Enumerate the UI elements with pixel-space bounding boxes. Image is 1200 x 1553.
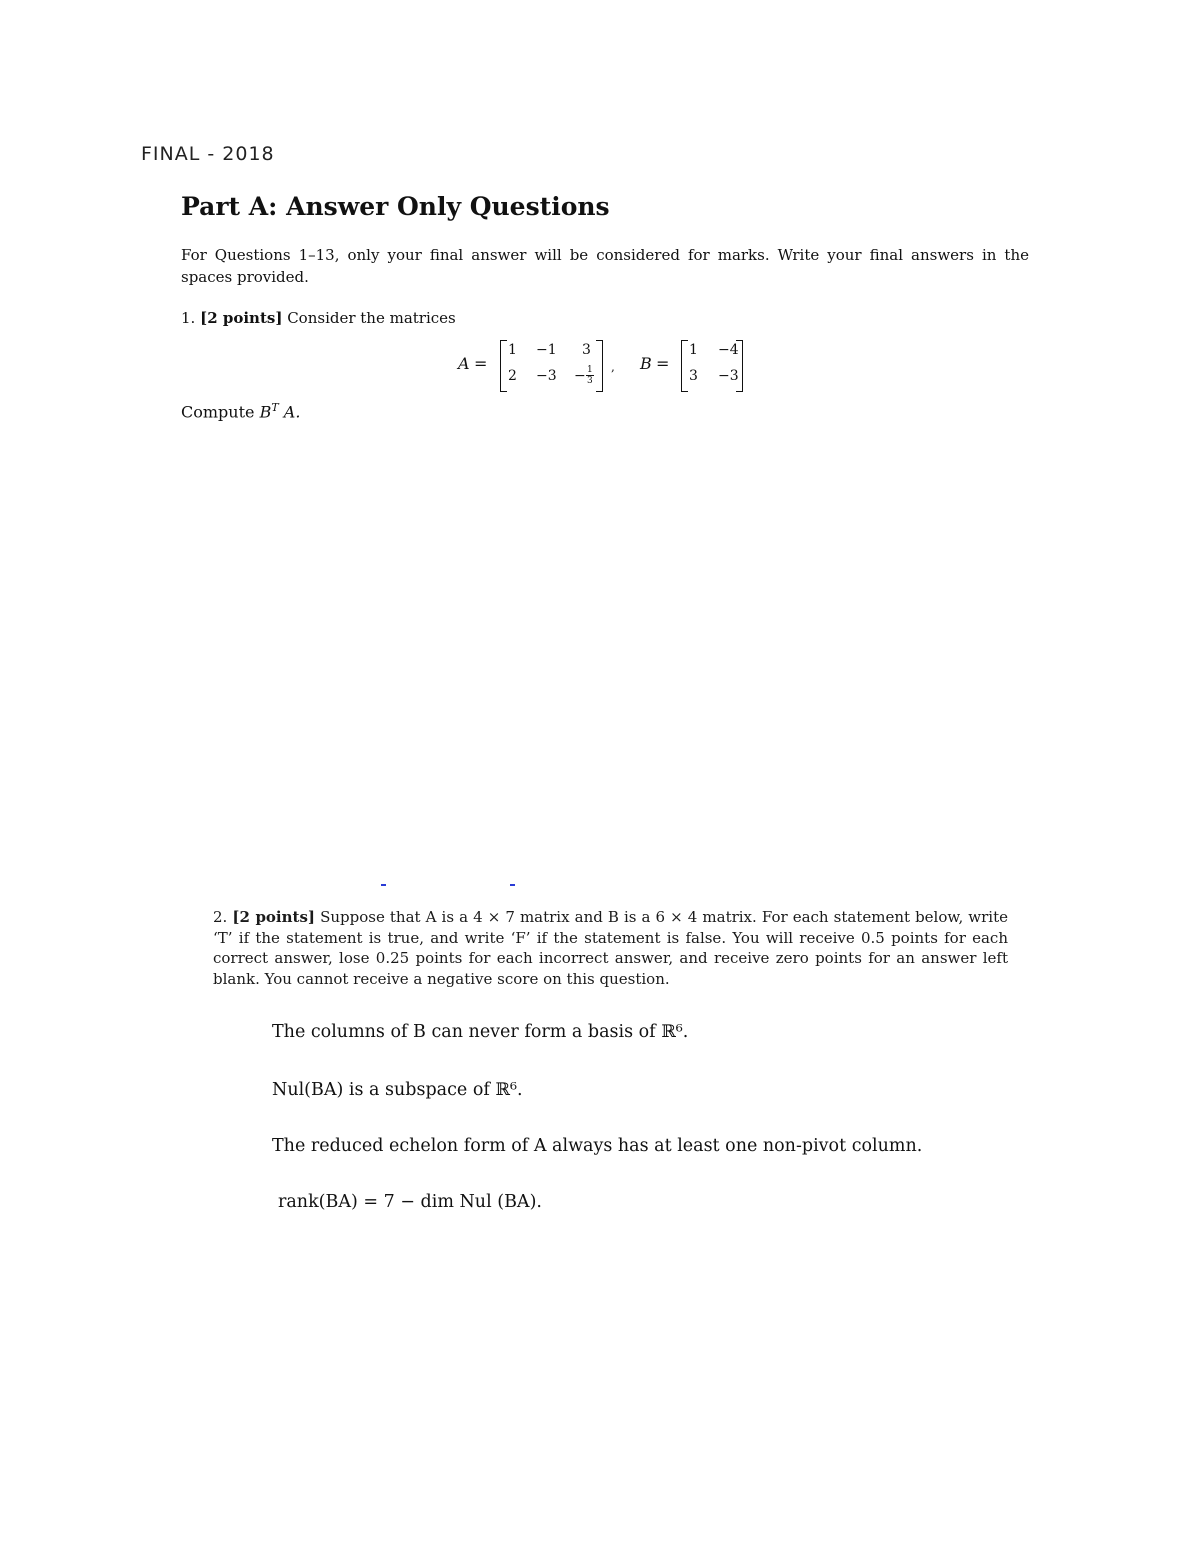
- matrix-a-cell-minus-fraction: −: [574, 368, 586, 384]
- scan-mark: [381, 884, 386, 886]
- matrix-a-label: A: [458, 354, 470, 373]
- question-number: 2.: [213, 908, 228, 926]
- left-bracket: [681, 340, 688, 392]
- question-number: 1.: [181, 309, 196, 327]
- transpose-superscript: T: [271, 401, 279, 414]
- matrix-b-cell: −4: [718, 342, 739, 358]
- part-title: Part A: Answer Only Questions: [181, 192, 610, 221]
- matrix-b-cell: 1: [689, 342, 698, 358]
- comma: ,: [611, 360, 615, 374]
- matrix-b-cell: 3: [689, 368, 698, 384]
- question-points: [2 points]: [200, 309, 283, 327]
- matrix-a-cell: 3: [582, 342, 591, 358]
- matrix-a-cell: 1: [508, 342, 517, 358]
- question-text: Consider the matrices: [287, 309, 456, 327]
- scan-mark: [510, 884, 515, 886]
- compute-instruction: [181, 401, 300, 421]
- compute-prefix: Compute: [181, 402, 255, 422]
- question-1-heading: [181, 309, 456, 327]
- right-bracket: [596, 340, 603, 392]
- matrix-a-cell: −3: [536, 368, 557, 384]
- compute-matrix: B: [259, 402, 272, 422]
- exam-header: FINAL - 2018: [141, 143, 275, 165]
- instructions-paragraph: For Questions 1–13, only your final answer will be considered for marks. Write your final answers in the spaces provided.: [181, 246, 1029, 286]
- left-bracket: [500, 340, 507, 392]
- matrix-a-cell: 2: [508, 368, 517, 384]
- compute-matrix-end: A.: [283, 402, 301, 422]
- equals-sign: =: [474, 354, 488, 373]
- statement-3: The reduced echelon form of A always has at least one non-pivot column.: [272, 1136, 923, 1156]
- statement-2: Nul(BA) is a subspace of ℝ⁶.: [272, 1080, 523, 1100]
- equals-sign: =: [656, 354, 670, 373]
- matrix-b-cell: −3: [718, 368, 739, 384]
- fraction-one-third: $\frac{1}{3}$: [587, 365, 593, 386]
- right-bracket: [736, 340, 743, 392]
- question-2-text: [213, 907, 1008, 989]
- statement-4: rank(BA) = 7 − dim Nul (BA).: [278, 1192, 542, 1212]
- matrix-a-cell: −1: [536, 342, 557, 358]
- statement-1: The columns of B can never form a basis of ℝ⁶.: [272, 1022, 689, 1042]
- question-points: [2 points]: [232, 908, 316, 926]
- matrix-b-label: B: [640, 354, 652, 373]
- question-body: Suppose that A is a 4 × 7 matrix and B is a 6 × 4 matrix. For each statement below, write ‘T’ if the statement is true, and write ‘F’ if the statement is false. You will receive 0.5 points for each correct answer, lose 0.25 points for each incorrect answer, and receive zero points for an answer left blank. You cannot receive a negative score on this question.: [213, 908, 1008, 988]
